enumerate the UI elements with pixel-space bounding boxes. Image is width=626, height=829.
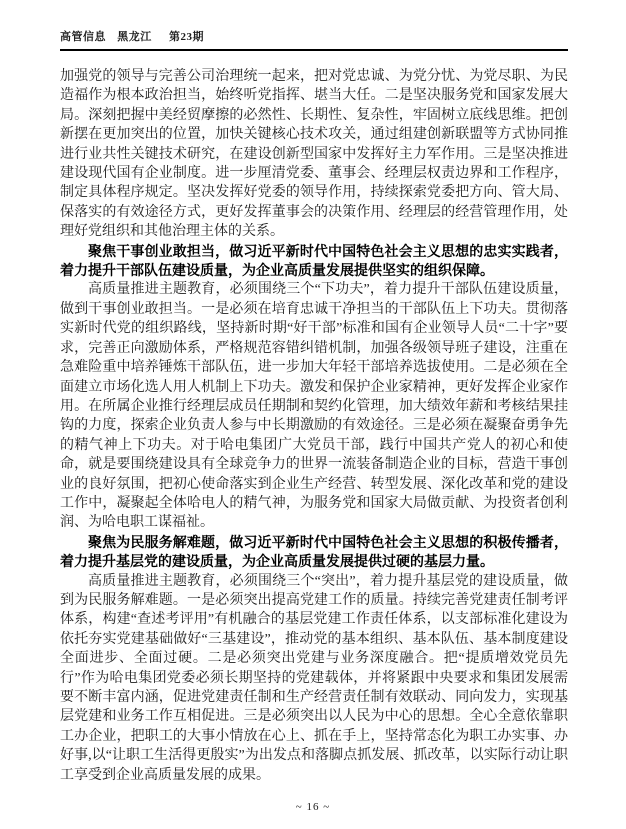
emphasis-paragraph: 聚焦为民服务解难题，做习近平新时代中国特色社会主义思想的积极传播者，着力提升基层党的建设质量，为企业高质量发展提供过硬的基层力量。: [60, 533, 568, 570]
document-body: [60, 67, 568, 785]
page-footer: [0, 801, 626, 813]
header-region: 黑龙江: [117, 31, 152, 43]
header-issue-number: 第23期: [169, 31, 204, 43]
header-rule: [60, 49, 568, 51]
body-paragraph: 高质量推进主题教育，必须围绕三个“下功夫”，着力提升干部队伍建设质量，做到干事创业敢担当。一是必须在培育忠诚干净担当的干部队伍上下功夫。贯彻落实新时代党的组织路线，坚持新时期“好干部”标准和国有企业领导人员“二十字”要求，完善正向激励体系，严格规范容错纠错机制，加强各级领导班子建设，注重在急难险重中培养锤炼干部队伍，进一步加大年轻干部培养选拔使用。二是必须在全面建立市场化选人用人机制上下功夫。激发和保护企业家精神，更好发挥企业家作用。在所属企业推行经理层成员任期制和契约化管理，加大绩效年薪和考核结果挂钩的力度，探索企业负责人参与中长期激励的有效途径。三是必须在凝聚奋勇争先的精气神上下功夫。对于哈电集团广大党员干部，践行中国共产党人的初心和使命，就是要围绕建设具有全球竞争力的世界一流装备制造企业的目标，营造干事创业的良好氛围，把初心使命落实到企业生产经营、转型发展、深化改革和党的建设工作中，凝聚起全体哈电人的精气神，为服务党和国家大局做贡献、为投资者创利润、为哈电职工谋福祉。: [60, 282, 568, 531]
header-journal-title: 高管信息: [60, 31, 106, 43]
page-header: [60, 30, 568, 44]
body-paragraph: 高质量推进主题教育，必须围绕三个“突出”，着力提升基层党的建设质量，做到为民服务解难题。一是必须突出提高党建工作的质量。持续完善党建责任制考评体系，构建“查述考评用”有机融合的基层党建工作责任体系，以支部标准化建设为依托夯实党建基础做好“三基建设”，推动党的基本组织、基本队伍、基本制度建设全面进步、全面过硬。二是必须突出党建与业务深度融合。把“提质增效党员先行”作为哈电集团党委必须长期坚持的党建载体，并将紧跟中央要求和集团发展需要不断丰富内涵，促进党建责任制和生产经营责任制有效联动、同向发力，实现基层党建和业务工作互相促进。三是必须突出以人民为中心的思想。全心全意依靠职工办企业，把职工的大事小情放在心上、抓在手上，坚持常态化为职工办实事、办好事,以“让职工生活得更殷实”为出发点和落脚点抓发展、抓改革，以实际行动让职工享受到企业高质量发展的成果。: [60, 573, 568, 783]
page-number: ~ 16 ~: [295, 801, 331, 813]
body-paragraph: 加强党的领导与完善公司治理统一起来，把对党忠诚、为党分忧、为党尽职、为民造福作为根本政治担当，始终听党指挥、堪当大任。二是坚决服务党和国家发展大局。深刻把握中美经贸摩擦的必然性、长期性、复杂性，牢固树立底线思维。把创新摆在更加突出的位置，加快关键核心技术攻关，通过组建创新联盟等方式协同推进行业共性关键技术研究，在建设创新型国家中发挥好主力军作用。三是坚决推进建设现代国有企业制度。进一步厘清党委、董事会、经理层权责边界和工作程序，制定具体程序规定。坚决发挥好党委的领导作用，持续探索党委把方向、管大局、保落实的有效途径方式，更好发挥董事会的决策作用、经理层的经营管理作用，处理好党组织和其他治理主体的关系。: [60, 69, 568, 240]
emphasis-paragraph: 聚焦干事创业敢担当，做习近平新时代中国特色社会主义思想的忠实实践者，着力提升干部队伍建设质量，为企业高质量发展提供坚实的组织保障。: [60, 242, 568, 279]
